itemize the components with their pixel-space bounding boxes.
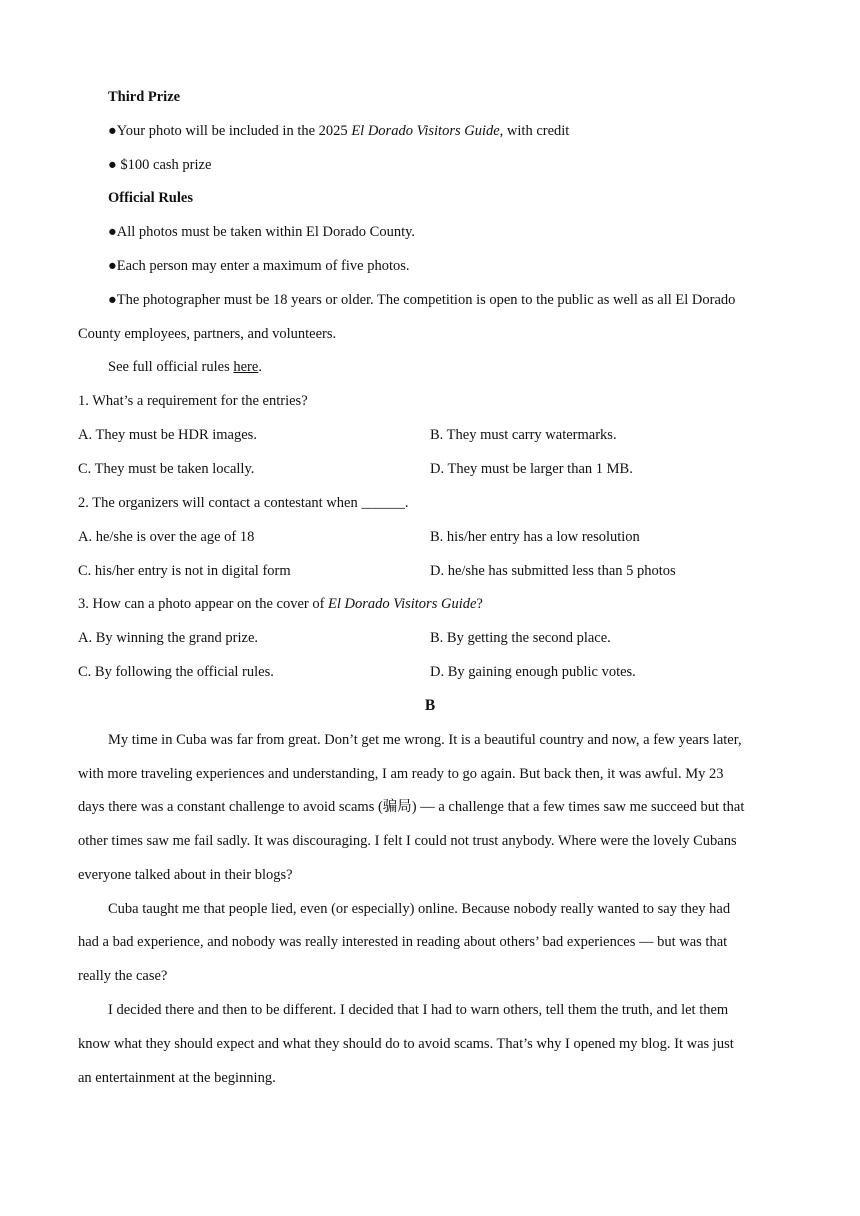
rule-3-line-1: ●The photographer must be 18 years or older. The competition is open to the public as well as all El Dorado [108,292,736,308]
question-3-stem: 3. How can a photo appear on the cover of El Dorado Visitors Guide? [78,596,483,612]
question-1-option-a: A. They must be HDR images. [78,427,257,443]
question-2-option-d: D. he/she has submitted less than 5 photos [430,563,676,579]
passage-p1-line-2: with more traveling experiences and understanding, I am ready to go again. But back then, it was awful. My 23 [78,766,724,782]
question-3-option-a: A. By winning the grand prize. [78,630,259,646]
passage-p1-line-5: everyone talked about in their blogs? [78,867,293,883]
question-3-option-c: C. By following the official rules. [78,664,274,680]
question-2-option-c: C. his/her entry is not in digital form [78,563,291,579]
official-rules-heading: Official Rules [108,190,193,206]
passage-p1-line-4: other times saw me fail sadly. It was discouraging. I felt I could not trust anybody. Where were the lovely Cubans [78,833,737,849]
passage-p3-line-3: an entertainment at the beginning. [78,1070,276,1086]
passage-p2-line-2: had a bad experience, and nobody was really interested in reading about others’ bad experiences — but was that [78,934,728,950]
passage-p2-line-1: Cuba taught me that people lied, even (or especially) online. Because nobody really wanted to say they had [108,901,731,917]
passage-p2-line-3: really the case? [78,968,168,984]
question-1-option-b: B. They must carry watermarks. [430,427,617,443]
question-3-option-b: B. By getting the second place. [430,630,611,646]
question-3-option-d: D. By gaining enough public votes. [430,664,636,680]
passage-p1-line-3: days there was a constant challenge to avoid scams (骗局) — a challenge that a few times saw me succeed but that [78,799,745,815]
third-prize-heading: Third Prize [108,89,181,105]
question-2-option-b: B. his/her entry has a low resolution [430,529,640,545]
rule-1: ●All photos must be taken within El Dorado County. [108,224,416,240]
rules-link[interactable]: here [233,359,259,375]
question-1-option-d: D. They must be larger than 1 MB. [430,461,633,477]
third-prize-item-1: ●Your photo will be included in the 2025 El Dorado Visitors Guide, with credit [108,123,570,139]
passage-p3-line-2: know what they should expect and what they should do to avoid scams. That’s why I opened my blog. It was just [78,1036,734,1052]
third-prize-item-2: ● $100 cash prize [108,157,212,173]
question-2-stem: 2. The organizers will contact a contestant when ______. [78,495,409,511]
section-b-heading: B [424,697,436,714]
question-2-option-a: A. he/she is over the age of 18 [78,529,255,545]
question-1-stem: 1. What’s a requirement for the entries? [78,393,308,409]
question-1-option-c: C. They must be taken locally. [78,461,255,477]
passage-p3-line-1: I decided there and then to be different. I decided that I had to warn others, tell them the truth, and let them [108,1002,729,1018]
rule-2: ●Each person may enter a maximum of five photos. [108,258,410,274]
see-full-rules: See full official rules here. [108,359,262,375]
passage-p1-line-1: My time in Cuba was far from great. Don’t get me wrong. It is a beautiful country and now, a few years later, [108,732,742,748]
rule-3-line-2: County employees, partners, and volunteers. [78,326,337,342]
